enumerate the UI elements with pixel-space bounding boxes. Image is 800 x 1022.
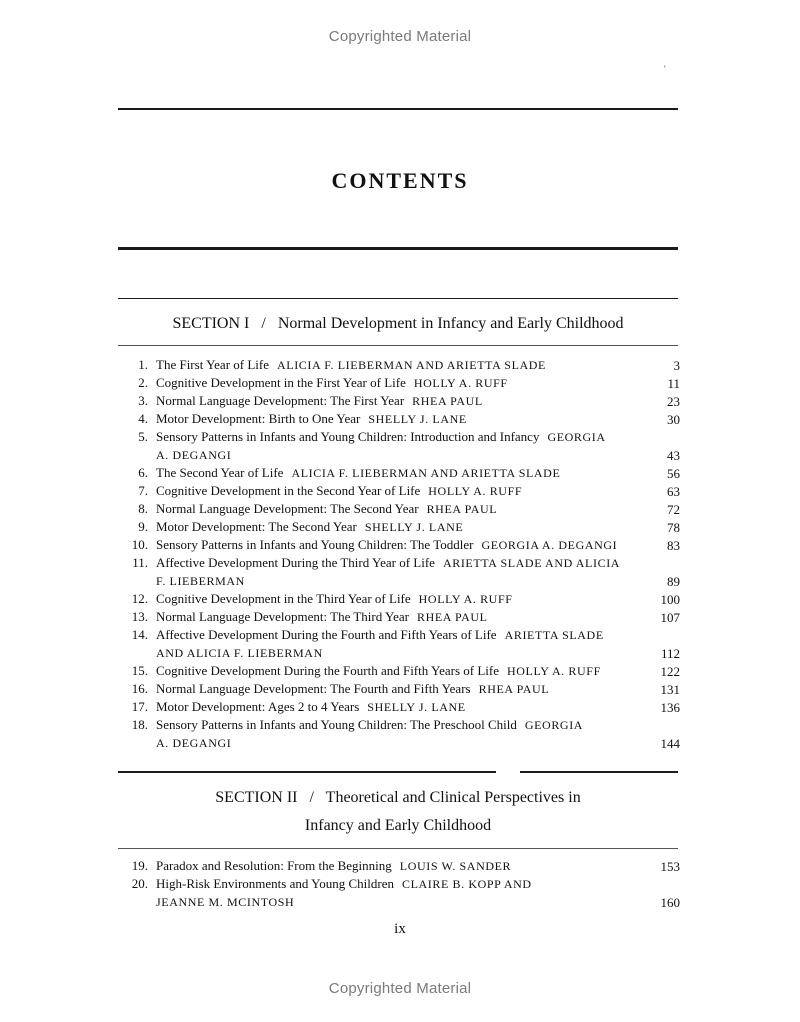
toc-entry — [118, 662, 680, 680]
toc-entry-title: Paradox and Resolution: From the Beginning — [156, 858, 392, 873]
toc-entry-author: SHELLY J. LANE — [368, 412, 467, 426]
toc-entry-title: Normal Language Development: The First Year — [156, 393, 405, 408]
section2-rule-left — [118, 771, 496, 773]
toc-entry — [118, 608, 680, 626]
toc-entry-page: 107 — [660, 610, 680, 625]
toc-entry-number: 1. — [138, 357, 148, 372]
toc-entry-author-continued: AND ALICIA F. LIEBERMAN — [156, 646, 323, 660]
toc-entry-author-continued: A. DEGANGI — [156, 448, 232, 462]
toc-entry-page: 3 — [673, 358, 680, 373]
title-rule — [118, 247, 678, 250]
toc-entry-number: 12. — [131, 591, 148, 606]
toc-entry-title: Sensory Patterns in Infants and Young Children: Introduction and Infancy — [156, 429, 540, 444]
toc-entry-number: 9. — [138, 519, 148, 534]
toc-entry-author: RHEA PAUL — [426, 502, 498, 516]
toc-entry — [118, 356, 680, 374]
toc-entry-page: 131 — [660, 682, 680, 697]
toc-entry-title: Motor Development: Ages 2 to 4 Years — [156, 699, 360, 714]
toc-entry-title: Sensory Patterns in Infants and Young Children: The Toddler — [156, 537, 474, 552]
section1-toc — [118, 356, 680, 752]
section2-label: SECTION II — [215, 789, 298, 806]
toc-entry — [118, 716, 680, 752]
section1-title: Normal Development in Infancy and Early Childhood — [277, 315, 624, 332]
toc-entry-page: 63 — [667, 484, 680, 499]
toc-entry-number: 17. — [131, 699, 148, 714]
toc-entry-author: ALICIA F. LIEBERMAN AND ARIETTA SLADE — [291, 466, 561, 480]
toc-entry-number: 15. — [131, 663, 148, 678]
toc-entry-page: 136 — [660, 700, 680, 715]
toc-entry-number: 7. — [138, 483, 148, 498]
toc-entry-title: Cognitive Development in the First Year of Life — [156, 375, 406, 390]
section2-separator: / — [309, 789, 314, 806]
toc-entry-page: 89 — [667, 574, 680, 589]
toc-entry — [118, 500, 680, 518]
toc-entry-page: 153 — [660, 859, 680, 874]
toc-entry-author: HOLLY A. RUFF — [418, 592, 513, 606]
toc-entry-title: The First Year of Life — [156, 357, 270, 372]
toc-entry — [118, 680, 680, 698]
section2-toc — [118, 857, 680, 911]
toc-entry-author: CLAIRE B. KOPP AND — [401, 877, 532, 891]
toc-entry-author: GEORGIA A. DEGANGI — [481, 538, 618, 552]
toc-entry-number: 10. — [131, 537, 148, 552]
toc-entry-page: 56 — [667, 466, 680, 481]
toc-entry — [118, 875, 680, 911]
toc-entry-number: 20. — [131, 876, 148, 891]
toc-entry-author: RHEA PAUL — [416, 610, 488, 624]
section2-title-line2: Infancy and Early Childhood — [304, 817, 492, 834]
toc-entry-number: 11. — [132, 555, 148, 570]
toc-entry-author-continued: F. LIEBERMAN — [156, 574, 245, 588]
toc-entry — [118, 374, 680, 392]
stray-mark: ' — [664, 64, 666, 74]
toc-entry-author: RHEA PAUL — [478, 682, 550, 696]
section2-underrule — [118, 848, 678, 849]
toc-entry-author-continued: JEANNE M. MCINTOSH — [156, 895, 295, 909]
toc-entry-title: Normal Language Development: The Third Year — [156, 609, 409, 624]
toc-entry-title: Cognitive Development in the Second Year of Life — [156, 483, 421, 498]
toc-entry-page: 160 — [660, 895, 680, 910]
toc-entry-title: Affective Development During the Fourth and Fifth Years of Life — [156, 627, 497, 642]
toc-entry-author: ARIETTA SLADE AND ALICIA — [442, 556, 621, 570]
toc-entry-page: 112 — [660, 646, 680, 661]
toc-entry-author-continued: A. DEGANGI — [156, 736, 232, 750]
top-rule — [118, 108, 678, 110]
watermark-bottom: Copyrighted Material — [328, 980, 472, 997]
section1-underrule — [118, 345, 678, 346]
toc-entry-page: 83 — [667, 538, 680, 553]
toc-entry-author: HOLLY A. RUFF — [507, 664, 601, 678]
toc-entry-title: Cognitive Development During the Fourth and Fifth Years of Life — [156, 663, 500, 678]
toc-entry-title: Sensory Patterns in Infants and Young Children: The Preschool Child — [156, 717, 517, 732]
toc-entry-number: 2. — [138, 375, 148, 390]
toc-entry — [118, 554, 680, 590]
page-title: CONTENTS — [331, 168, 469, 193]
toc-entry-number: 3. — [138, 393, 148, 408]
toc-entry-author: GEORGIA — [524, 718, 584, 732]
toc-entry-number: 4. — [138, 411, 148, 426]
toc-entry-title: Normal Language Development: The Second Year — [156, 501, 419, 516]
toc-entry-number: 13. — [131, 609, 148, 624]
toc-entry — [118, 482, 680, 500]
toc-entry — [118, 857, 680, 875]
toc-entry — [118, 392, 680, 410]
toc-entry-number: 14. — [131, 627, 148, 642]
toc-entry-page: 11 — [667, 376, 680, 391]
toc-entry-title: The Second Year of Life — [156, 465, 284, 480]
toc-entry-author: ALICIA F. LIEBERMAN AND ARIETTA SLADE — [277, 358, 546, 372]
toc-entry — [118, 518, 680, 536]
toc-entry-number: 6. — [138, 465, 148, 480]
toc-entry-number: 5. — [138, 429, 148, 444]
toc-entry-page: 43 — [667, 448, 680, 463]
toc-entry-page: 144 — [660, 736, 680, 751]
page-number: ix — [394, 921, 406, 937]
toc-entry-author: SHELLY J. LANE — [367, 700, 466, 714]
section2-rule-right — [520, 771, 678, 773]
toc-entry — [118, 464, 680, 482]
toc-entry-page: 23 — [667, 394, 680, 409]
toc-entry-page: 78 — [667, 520, 680, 535]
watermark-top: Copyrighted Material — [328, 28, 472, 45]
toc-entry-page: 122 — [660, 664, 680, 679]
section1-rule — [118, 298, 678, 299]
toc-entry-title: High-Risk Environments and Young Children — [156, 876, 394, 891]
toc-entry-page: 100 — [660, 592, 680, 607]
section1-separator: / — [261, 315, 266, 332]
toc-entry-number: 16. — [131, 681, 148, 696]
toc-entry-author: GEORGIA — [547, 430, 606, 444]
section2-heading — [118, 784, 678, 840]
toc-entry-number: 19. — [131, 858, 148, 873]
toc-entry-author: HOLLY A. RUFF — [413, 376, 508, 390]
toc-entry — [118, 698, 680, 716]
toc-entry — [118, 590, 680, 608]
toc-entry-author: SHELLY J. LANE — [364, 520, 464, 534]
toc-entry-title: Affective Development During the Third Year of Life — [156, 555, 435, 570]
toc-entry-number: 8. — [138, 501, 148, 516]
toc-entry-title: Cognitive Development in the Third Year of Life — [156, 591, 411, 606]
toc-entry-author: ARIETTA SLADE — [504, 628, 604, 642]
section1-heading — [118, 310, 678, 338]
toc-entry-title: Normal Language Development: The Fourth and Fifth Years — [156, 681, 471, 696]
toc-entry — [118, 626, 680, 662]
toc-entry — [118, 410, 680, 428]
section1-label: SECTION I — [172, 315, 250, 332]
section2-title-line1: Theoretical and Clinical Perspectives in — [325, 789, 581, 806]
toc-entry-number: 18. — [131, 717, 148, 732]
toc-entry — [118, 428, 680, 464]
toc-entry-page: 30 — [667, 412, 680, 427]
toc-entry-author: LOUIS W. SANDER — [399, 859, 512, 873]
toc-entry-page: 72 — [667, 502, 680, 517]
toc-entry-title: Motor Development: Birth to One Year — [156, 411, 361, 426]
toc-entry-author: RHEA PAUL — [412, 394, 483, 408]
toc-entry — [118, 536, 680, 554]
toc-entry-title: Motor Development: The Second Year — [156, 519, 357, 534]
toc-entry-author: HOLLY A. RUFF — [428, 484, 523, 498]
